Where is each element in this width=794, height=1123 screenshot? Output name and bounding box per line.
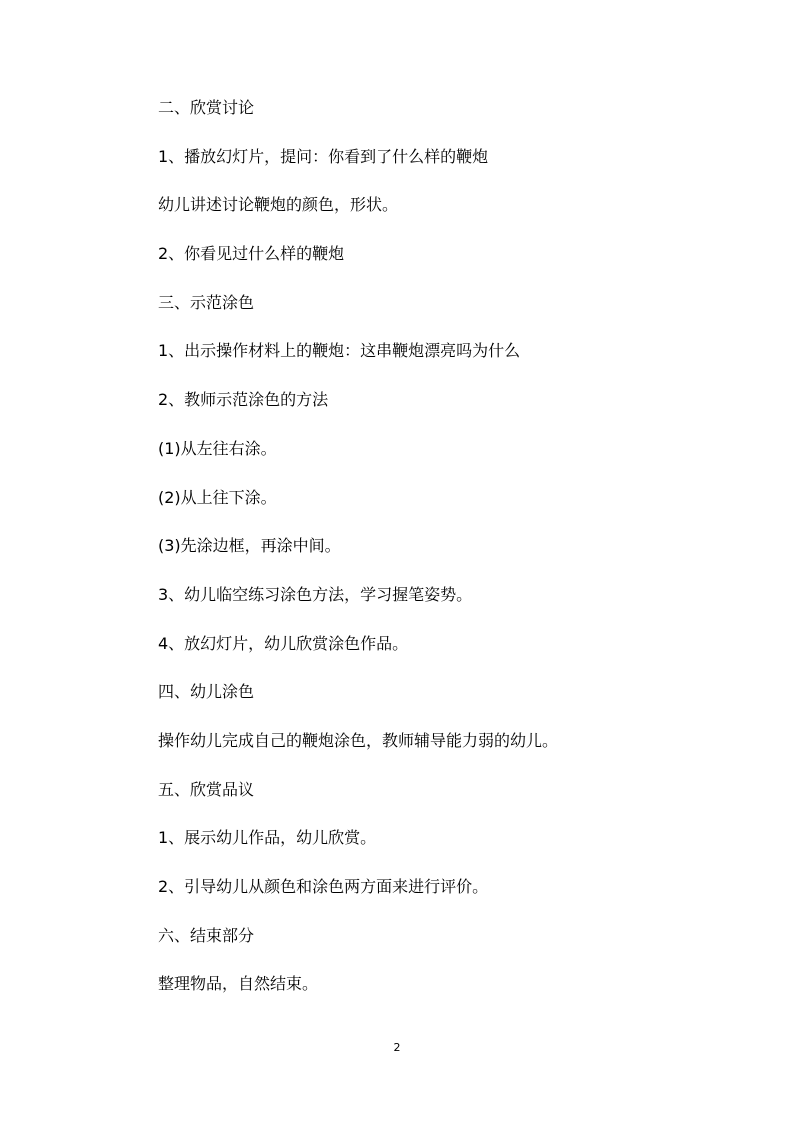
paragraph: 整理物品，自然结束。 [158, 974, 319, 994]
paragraph: 2、你看见过什么样的鞭炮 [158, 244, 345, 264]
document-body [158, 94, 718, 1019]
paragraph: 幼儿讲述讨论鞭炮的颜色，形状。 [158, 195, 399, 215]
paragraph: 操作幼儿完成自己的鞭炮涂色，教师辅导能力弱的幼儿。 [158, 730, 559, 750]
paragraph: 3、幼儿临空练习涂色方法，学习握笔姿势。 [158, 584, 473, 604]
list-item: (1)从左往右涂。 [158, 438, 277, 458]
list-item: (2)从上往下涂。 [158, 487, 277, 507]
paragraph: 2、引导幼儿从颜色和涂色两方面来进行评价。 [158, 877, 489, 896]
paragraph: 1、出示操作材料上的鞭炮：这串鞭炮漂亮吗为什么 [158, 341, 521, 361]
paragraph: 2、教师示范涂色的方法 [158, 390, 329, 410]
section-heading-child-coloring: 四、幼儿涂色 [158, 682, 255, 702]
section-heading-demo-coloring: 三、示范涂色 [158, 292, 255, 312]
page-number: 2 [393, 1041, 401, 1054]
paragraph: 4、放幻灯片，幼儿欣赏涂色作品。 [158, 633, 409, 653]
section-heading-appreciate-comment: 五、欣赏品议 [158, 779, 255, 799]
section-heading-ending: 六、结束部分 [158, 925, 255, 945]
paragraph: 1、展示幼儿作品，幼儿欣赏。 [158, 828, 377, 848]
paragraph: 1、播放幻灯片，提问：你看到了什么样的鞭炮 [158, 146, 489, 166]
section-heading-appreciate-discuss: 二、欣赏讨论 [158, 98, 255, 117]
list-item: (3)先涂边框，再涂中间。 [158, 536, 341, 556]
